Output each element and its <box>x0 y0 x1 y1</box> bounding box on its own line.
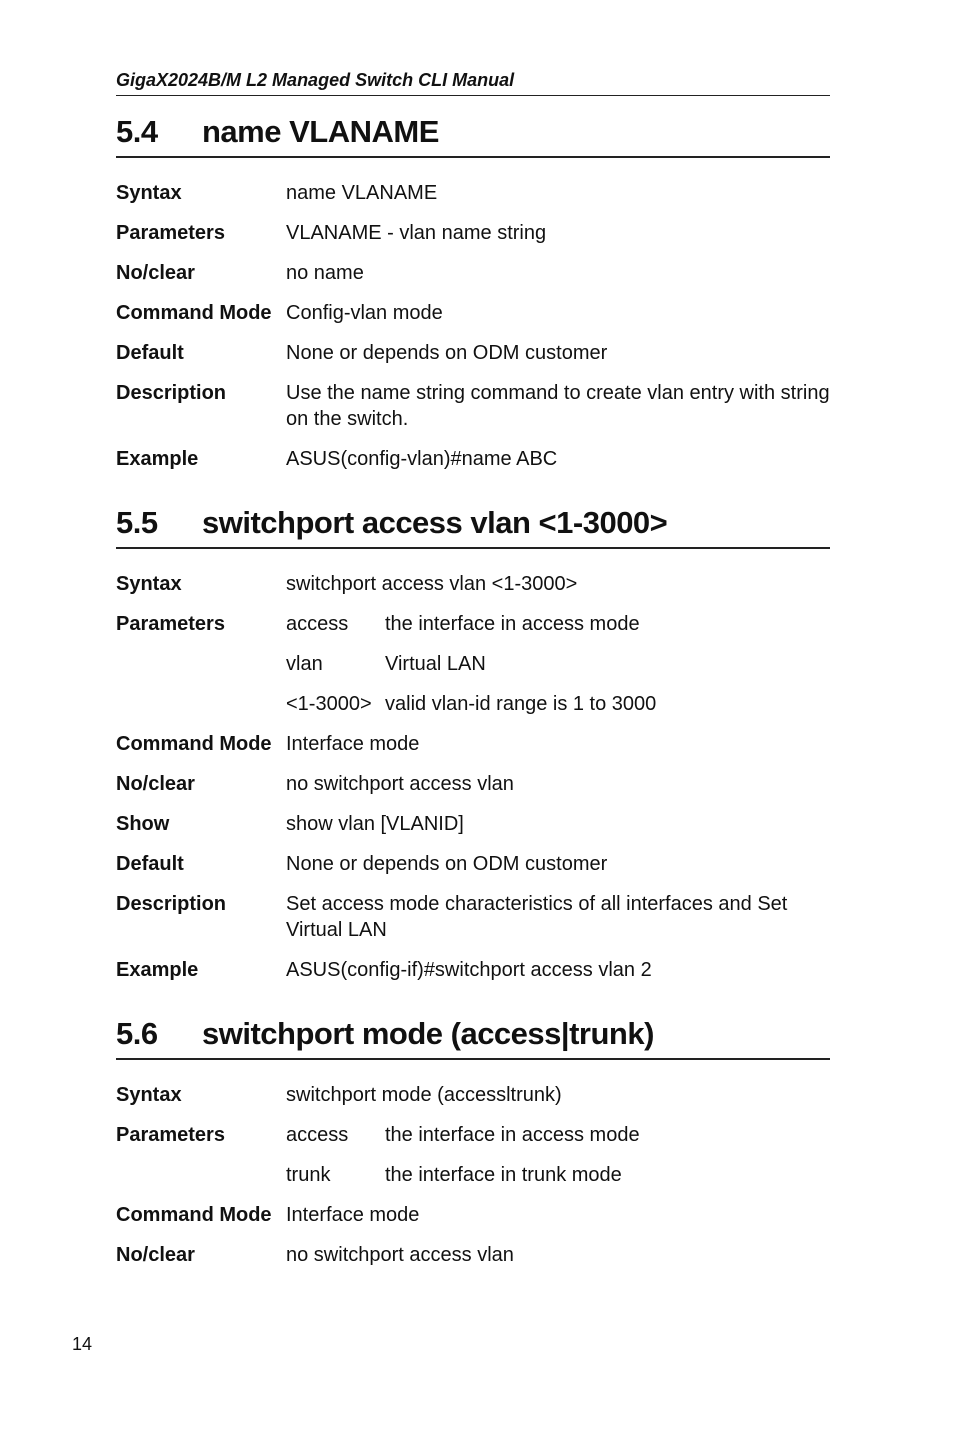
param-key: access <box>286 1124 349 1146</box>
row-label: Default <box>116 342 184 364</box>
row-no-clear <box>116 771 830 797</box>
row-value: Use the name string command to create vlan entry with string on the switch. <box>286 382 830 430</box>
row-description <box>116 891 830 943</box>
row-example <box>116 957 830 983</box>
section-number: 5.4 <box>116 114 158 149</box>
row-label <box>116 1162 286 1188</box>
row-no-clear <box>116 1242 830 1268</box>
row-example <box>116 446 830 472</box>
row-value: no name <box>286 262 364 284</box>
row-value: Config-vlan mode <box>286 302 443 324</box>
section-switchport-mode <box>116 1016 830 1282</box>
running-header: GigaX2024B/M L2 Managed Switch CLI Manual <box>116 70 830 96</box>
row-no-clear <box>116 260 830 286</box>
row-parameters <box>116 220 830 246</box>
section-heading <box>116 114 830 158</box>
param-key: access <box>286 613 349 635</box>
row-label: Syntax <box>116 182 182 204</box>
row-value: no switchport access vlan <box>286 773 514 795</box>
param-desc: the interface in access mode <box>385 613 640 635</box>
row-parameters <box>116 1122 830 1148</box>
row-value: name VLANAME <box>286 182 438 204</box>
section-name-vlaname <box>116 114 830 486</box>
row-label: Command Mode <box>116 1204 272 1226</box>
row-label: Example <box>116 448 199 470</box>
row-value: switchport access vlan <1-3000> <box>286 573 578 595</box>
row-default <box>116 851 830 877</box>
row-command-mode <box>116 300 830 326</box>
row-value: Interface mode <box>286 733 420 755</box>
row-label <box>116 691 286 717</box>
row-label: No/clear <box>116 1244 195 1266</box>
section-title: name VLANAME <box>202 114 439 149</box>
row-value: VLANAME - vlan name string <box>286 222 547 244</box>
param-desc: the interface in access mode <box>385 1124 640 1146</box>
row-label: Example <box>116 959 199 981</box>
param-key: <1-3000> <box>286 693 372 715</box>
row-value: ASUS(config-vlan)#name ABC <box>286 448 558 470</box>
row-value: switchport mode (accessltrunk) <box>286 1084 562 1106</box>
row-label: Syntax <box>116 1084 182 1106</box>
row-label: Parameters <box>116 222 225 244</box>
section-title: switchport mode (access|trunk) <box>202 1016 654 1051</box>
section-number: 5.6 <box>116 1016 158 1051</box>
section-heading <box>116 505 830 549</box>
section-heading <box>116 1016 830 1060</box>
section-title: switchport access vlan <1-3000> <box>202 505 668 540</box>
row-description <box>116 380 830 432</box>
row-label: Description <box>116 893 227 915</box>
row-command-mode <box>116 1202 830 1228</box>
row-syntax <box>116 571 830 597</box>
row-value: Interface mode <box>286 1204 420 1226</box>
row-parameter-cont <box>116 651 830 677</box>
param-key: vlan <box>286 653 323 675</box>
section-number: 5.5 <box>116 505 158 540</box>
row-label: Command Mode <box>116 302 272 324</box>
row-label: Parameters <box>116 1124 225 1146</box>
page-number: 14 <box>72 1334 93 1354</box>
row-label: Parameters <box>116 613 225 635</box>
row-label: Description <box>116 382 227 404</box>
param-desc: Virtual LAN <box>385 653 486 675</box>
row-label: No/clear <box>116 773 195 795</box>
row-value: None or depends on ODM customer <box>286 342 608 364</box>
row-parameter-cont <box>116 1162 830 1188</box>
section-switchport-access-vlan <box>116 505 830 997</box>
row-label: Show <box>116 813 170 835</box>
row-value: show vlan [VLANID] <box>286 813 464 835</box>
row-label: Command Mode <box>116 733 272 755</box>
row-show <box>116 811 830 837</box>
row-parameters <box>116 611 830 637</box>
row-label: Syntax <box>116 573 182 595</box>
row-label: No/clear <box>116 262 195 284</box>
row-value: Set access mode characteristics of all interfaces and Set Virtual LAN <box>286 893 788 941</box>
row-value: None or depends on ODM customer <box>286 853 608 875</box>
row-syntax <box>116 180 830 206</box>
param-desc: valid vlan-id range is 1 to 3000 <box>385 693 657 715</box>
row-label <box>116 651 286 677</box>
row-value: no switchport access vlan <box>286 1244 514 1266</box>
row-label: Default <box>116 853 184 875</box>
row-value: ASUS(config-if)#switchport access vlan 2 <box>286 959 652 981</box>
row-command-mode <box>116 731 830 757</box>
row-parameter-cont <box>116 691 830 717</box>
param-desc: the interface in trunk mode <box>385 1164 622 1186</box>
row-syntax <box>116 1082 830 1108</box>
param-key: trunk <box>286 1164 331 1186</box>
row-default <box>116 340 830 366</box>
